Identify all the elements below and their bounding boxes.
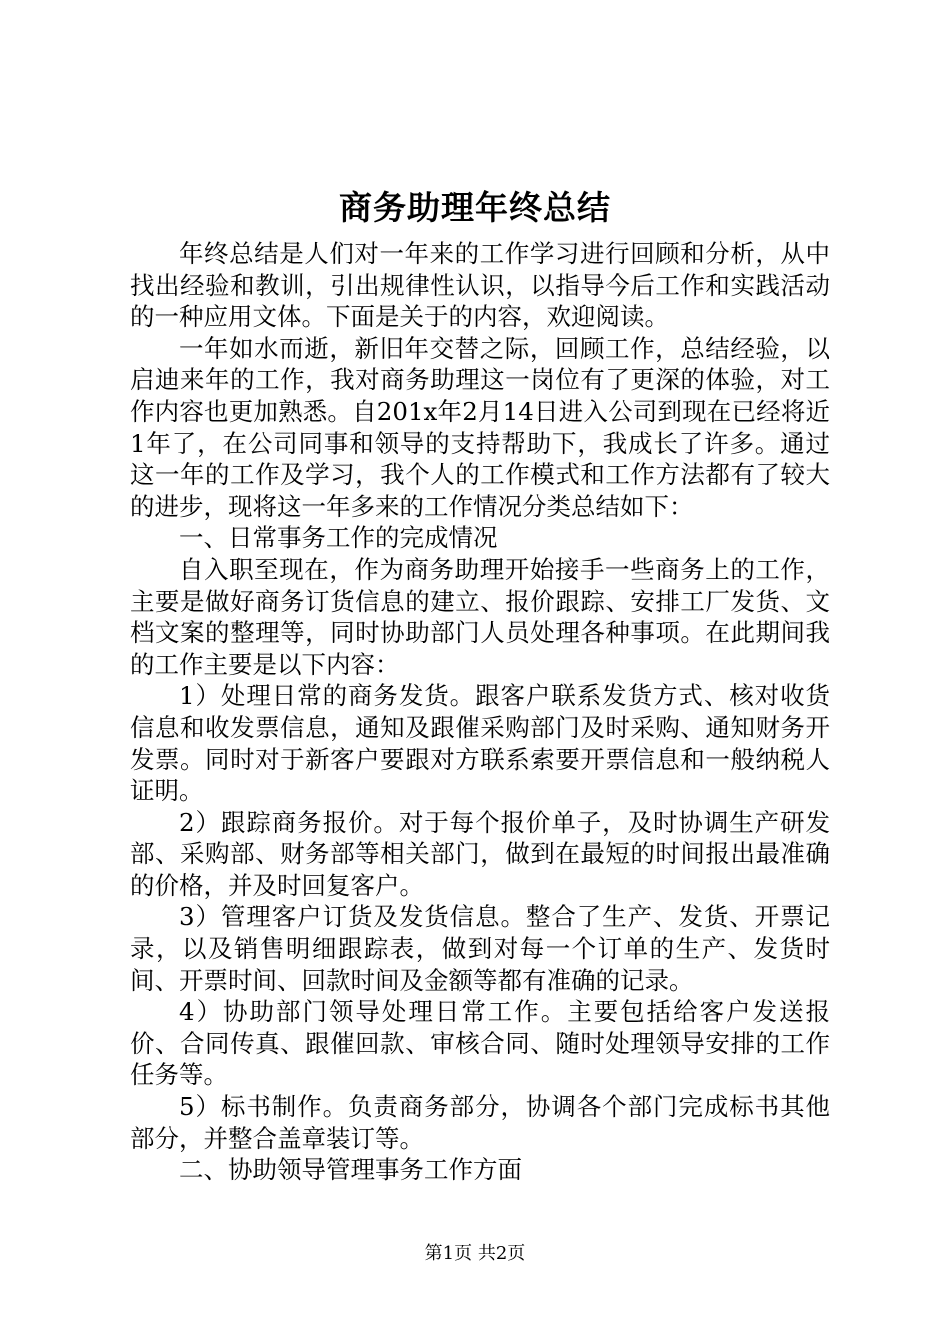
list-item-order-management: 3）管理客户订货及发货信息。整合了生产、发货、开票记录，以及销售明细跟踪表，做到对每一个订单的生产、发货时间、开票时间、回款时间及金额等都有准确的记录。 bbox=[130, 902, 830, 995]
paragraph-overview: 一年如水而逝，新旧年交替之际，回顾工作，总结经验，以启迪来年的工作，我对商务助理这一岗位有了更深的体验，对工作内容也更加熟悉。自201x年2月14日进入公司到现在已经将近1年了，在公司同事和领导的支持帮助下，我成长了许多。通过这一年的工作及学习，我个人的工作模式和工作方法都有了较大的进步，现将这一年多来的工作情况分类总结如下： bbox=[130, 333, 830, 521]
list-item-assist-leader: 4）协助部门领导处理日常工作。主要包括给客户发送报价、合同传真、跟催回款、审核合同、随时处理领导安排的工作任务等。 bbox=[130, 997, 830, 1090]
paragraph-daily-work: 自入职至现在，作为商务助理开始接手一些商务上的工作，主要是做好商务订货信息的建立、报价跟踪、安排工厂发货、文档文案的整理等，同时协助部门人员处理各种事项。在此期间我的工作主要是以下内容： bbox=[130, 554, 830, 679]
page-footer: 第1页 共2页 bbox=[424, 1243, 526, 1264]
paragraph-intro: 年终总结是人们对一年来的工作学习进行回顾和分析，从中找出经验和教训，引出规律性认识，以指导今后工作和实践活动的一种应用文体。下面是关于的内容，欢迎阅读。 bbox=[130, 239, 830, 332]
list-item-quotation: 2）跟踪商务报价。对于每个报价单子，及时协调生产研发部、采购部、财务部等相关部门，做到在最短的时间报出最准确的价格，并及时回复客户。 bbox=[130, 807, 830, 900]
section-heading-daily-work: 一、日常事务工作的完成情况 bbox=[179, 523, 498, 553]
document-title: 商务助理年终总结 bbox=[339, 188, 611, 227]
document-body bbox=[130, 238, 830, 1186]
list-item-shipping: 1）处理日常的商务发货。跟客户联系发货方式、核对收货信息和收发票信息，通知及跟催采购部门及时采购、通知财务开发票。同时对于新客户要跟对方联系索要开票信息和一般纳税人证明。 bbox=[130, 681, 830, 806]
section-heading-assist-management: 二、协助领导管理事务工作方面 bbox=[179, 1155, 522, 1185]
list-item-tender: 5）标书制作。负责商务部分，协调各个部门完成标书其他部分，并整合盖章装订等。 bbox=[130, 1092, 830, 1153]
